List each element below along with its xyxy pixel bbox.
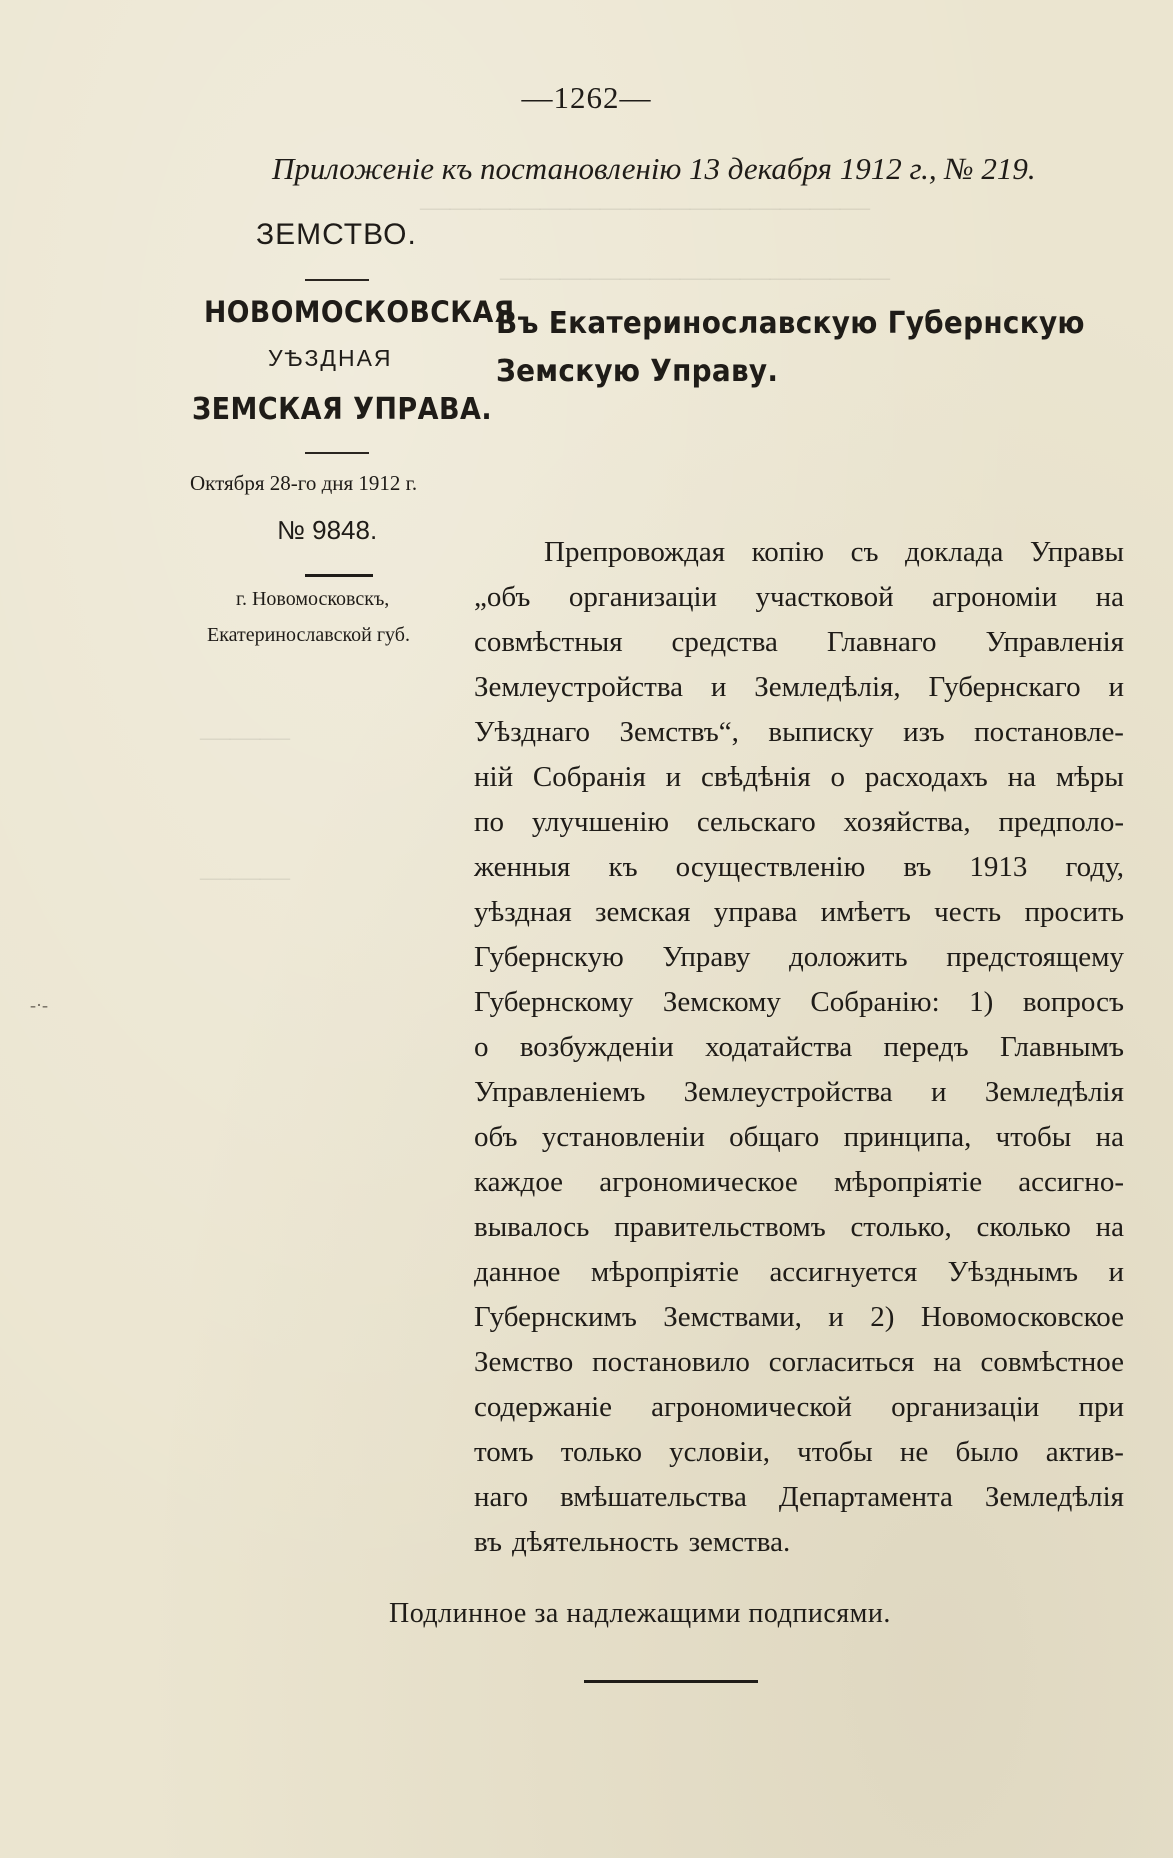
body-word: управа [713, 896, 798, 928]
body-word: о [830, 761, 846, 793]
body-word: доклада [905, 536, 1004, 568]
body-word: постановило [592, 1346, 750, 1378]
body-word: Земледѣлія [984, 1481, 1124, 1513]
body-word: чтобы [797, 1436, 873, 1468]
sender-province: Екатеринославской губ. [207, 624, 410, 646]
margin-mark: -·- [30, 995, 48, 1015]
body-line [474, 1205, 1124, 1250]
body-word: содержаніе [474, 1391, 613, 1423]
closing-rule [584, 1680, 758, 1683]
number-underline [305, 574, 373, 577]
body-word: расходахъ [864, 761, 988, 793]
body-word: 1913 [969, 851, 1028, 883]
page-number: —1262— [521, 80, 652, 115]
bleed-through-shadow: ——— [200, 720, 290, 753]
body-word: просить [1024, 896, 1124, 928]
body-word: Земледѣлія, [754, 671, 901, 703]
body-line [474, 1520, 1124, 1565]
body-word: уѣздная [474, 896, 572, 928]
sender-city: г. Новомосковскъ, [236, 588, 390, 610]
body-line [474, 845, 1124, 890]
body-word: земства. [688, 1526, 791, 1558]
body-line [474, 935, 1124, 980]
body-word: общаго [729, 1121, 820, 1153]
letter-body [474, 530, 1124, 1565]
body-word: вмѣшательства [560, 1481, 747, 1513]
body-word: на [1095, 581, 1124, 613]
body-word: и [1108, 671, 1124, 703]
body-word: осуществленію [675, 851, 866, 883]
body-word: Землеустройства [474, 671, 684, 703]
body-word: на [1095, 1121, 1124, 1153]
body-word: при [1078, 1391, 1124, 1423]
ornament-rule [305, 279, 369, 281]
body-word: средства [671, 626, 778, 658]
sender-district: УѢЗДНАЯ [268, 345, 393, 371]
body-line [474, 1295, 1124, 1340]
body-word: данное [474, 1256, 561, 1288]
body-word: вывалось [474, 1211, 590, 1243]
body-word: передъ [883, 1031, 969, 1063]
body-word: томъ [474, 1436, 534, 1468]
addressee-line: Въ Екатеринославскую Губернскую [496, 306, 1085, 341]
body-word: и [828, 1301, 844, 1333]
body-line [474, 1025, 1124, 1070]
body-word: правительствомъ [614, 1211, 826, 1243]
closing-line: Подлинное за надлежащими подписями. [389, 1598, 891, 1629]
body-word: выписку [768, 716, 874, 748]
body-word: организаціи [891, 1391, 1040, 1423]
body-word: и [710, 671, 727, 703]
body-word: сельскаго [696, 806, 816, 838]
body-word: ходатайства [705, 1031, 853, 1063]
body-line [474, 1250, 1124, 1295]
body-word: изъ [903, 716, 945, 748]
body-line [474, 1385, 1124, 1430]
body-word: вопросъ [1022, 986, 1124, 1018]
body-word: Земствъ“, [619, 716, 739, 748]
body-word: ассигно- [1018, 1166, 1124, 1198]
body-line [474, 1160, 1124, 1205]
body-word: въ [903, 851, 932, 883]
body-word: принципа, [843, 1121, 972, 1153]
body-word: мѣры [1055, 761, 1124, 793]
body-word: и [931, 1076, 947, 1108]
body-word: хозяйства, [843, 806, 971, 838]
sender-zemstvo: ЗЕМСТВО. [256, 218, 417, 251]
body-word: Губернскому [474, 986, 634, 1018]
body-word: агрономической [651, 1391, 852, 1423]
body-word: Губернскую [474, 941, 624, 973]
body-word: ассигнуется [769, 1256, 918, 1288]
body-word: Земство [474, 1346, 574, 1378]
body-word: Главнаго [826, 626, 937, 658]
body-word: о [474, 1031, 489, 1063]
body-line [474, 980, 1124, 1025]
ornament-rule [305, 452, 369, 454]
body-word: Препровождая [544, 536, 726, 568]
body-word: Главнымъ [999, 1031, 1124, 1063]
appendix-note: Приложеніе къ постановленію 13 декабря 1912 г., № 219. [272, 151, 1036, 186]
body-word: предполо- [998, 806, 1124, 838]
body-word: условіи, [669, 1436, 770, 1468]
body-word: Собранія [532, 761, 646, 793]
sender-date: Октября 28-го дня 1912 г. [190, 471, 418, 495]
body-word: „объ [474, 581, 531, 613]
body-word: сколько [976, 1211, 1071, 1243]
body-word: согласиться [768, 1346, 915, 1378]
body-word: и [1108, 1256, 1124, 1288]
document-number: № 9848. [277, 515, 378, 545]
body-line [474, 1475, 1124, 1520]
body-word: на [933, 1346, 962, 1378]
body-word: участковой [755, 581, 894, 613]
body-word: каждое [474, 1166, 564, 1198]
body-word: женныя [474, 851, 571, 883]
body-word: Управленія [985, 626, 1124, 658]
sender-office: ЗЕМСКАЯ УПРАВА. [192, 392, 493, 427]
body-line [474, 890, 1124, 935]
body-word: и [665, 761, 682, 793]
body-word: Управы [1029, 536, 1124, 568]
body-word: на [1095, 1211, 1124, 1243]
body-line [474, 575, 1124, 620]
body-word: земская [595, 896, 691, 928]
body-word: наго [474, 1481, 529, 1513]
addressee-block [496, 300, 1085, 396]
body-word: свѣдѣнія [700, 761, 811, 793]
body-word: 1) [969, 986, 994, 1018]
body-line [474, 530, 1124, 575]
body-word: совмѣстныя [474, 626, 623, 658]
body-word: улучшенію [531, 806, 670, 838]
body-line [474, 1070, 1124, 1115]
sender-org-name: НОВОМОСКОВСКАЯ [204, 295, 515, 329]
body-word: году, [1065, 851, 1124, 883]
body-word: объ [474, 1121, 518, 1153]
body-line [474, 1115, 1124, 1160]
body-line [474, 665, 1124, 710]
body-word: столько, [850, 1211, 952, 1243]
body-word: актив- [1045, 1436, 1124, 1468]
body-word: 2) [870, 1301, 895, 1333]
body-word: установленіи [541, 1121, 705, 1153]
body-word: копію [751, 536, 825, 568]
body-word: къ [608, 851, 638, 883]
body-line [474, 710, 1124, 755]
body-word: Управленіемъ [474, 1076, 646, 1108]
addressee-line: Земскую Управу. [496, 354, 779, 389]
body-word: Управу [662, 941, 751, 973]
body-word: Земледѣлія [984, 1076, 1124, 1108]
body-word: по [474, 806, 505, 838]
body-word: честь [934, 896, 1002, 928]
body-word: организаціи [568, 581, 718, 613]
bleed-through-shadow: ——————————————— [420, 190, 870, 223]
body-word: дѣятельность [511, 1526, 679, 1558]
body-word: возбужденіи [519, 1031, 674, 1063]
body-word: агрономіи [932, 581, 1058, 613]
body-word: не [899, 1436, 929, 1468]
body-word: совмѣстное [980, 1346, 1124, 1378]
body-word: съ [850, 536, 879, 568]
body-line [474, 1340, 1124, 1385]
body-word: Уѣзднымъ [947, 1256, 1078, 1288]
body-line [474, 1430, 1124, 1475]
body-word: мѣропріятіе [833, 1166, 983, 1198]
body-word: Земскому [662, 986, 781, 1018]
body-line [474, 620, 1124, 665]
body-word: агрономическое [599, 1166, 798, 1198]
body-word: мѣропріятіе [590, 1256, 739, 1288]
body-word: въ [474, 1526, 502, 1558]
body-line [474, 800, 1124, 845]
body-word: Губернскимъ [474, 1301, 637, 1333]
body-word: предстоящему [946, 941, 1124, 973]
body-word: только [560, 1436, 642, 1468]
body-word: Новомосковское [920, 1301, 1124, 1333]
body-word: постановле- [974, 716, 1124, 748]
body-word: имѣетъ [820, 896, 911, 928]
body-word: Земствами, [663, 1301, 802, 1333]
bleed-through-shadow: ——— [200, 860, 290, 893]
body-line [474, 755, 1124, 800]
body-word: было [955, 1436, 1019, 1468]
body-word: Уѣзднаго [474, 716, 591, 748]
body-word: ній [474, 761, 514, 793]
body-word: на [1007, 761, 1036, 793]
bleed-through-shadow: ————————————— [500, 260, 890, 293]
body-word: Губернскаго [928, 671, 1081, 703]
body-word: чтобы [995, 1121, 1072, 1153]
body-word: Департамента [778, 1481, 953, 1513]
body-word: Собранію: [810, 986, 940, 1018]
body-word: Землеустройства [683, 1076, 893, 1108]
body-word: доложить [789, 941, 908, 973]
